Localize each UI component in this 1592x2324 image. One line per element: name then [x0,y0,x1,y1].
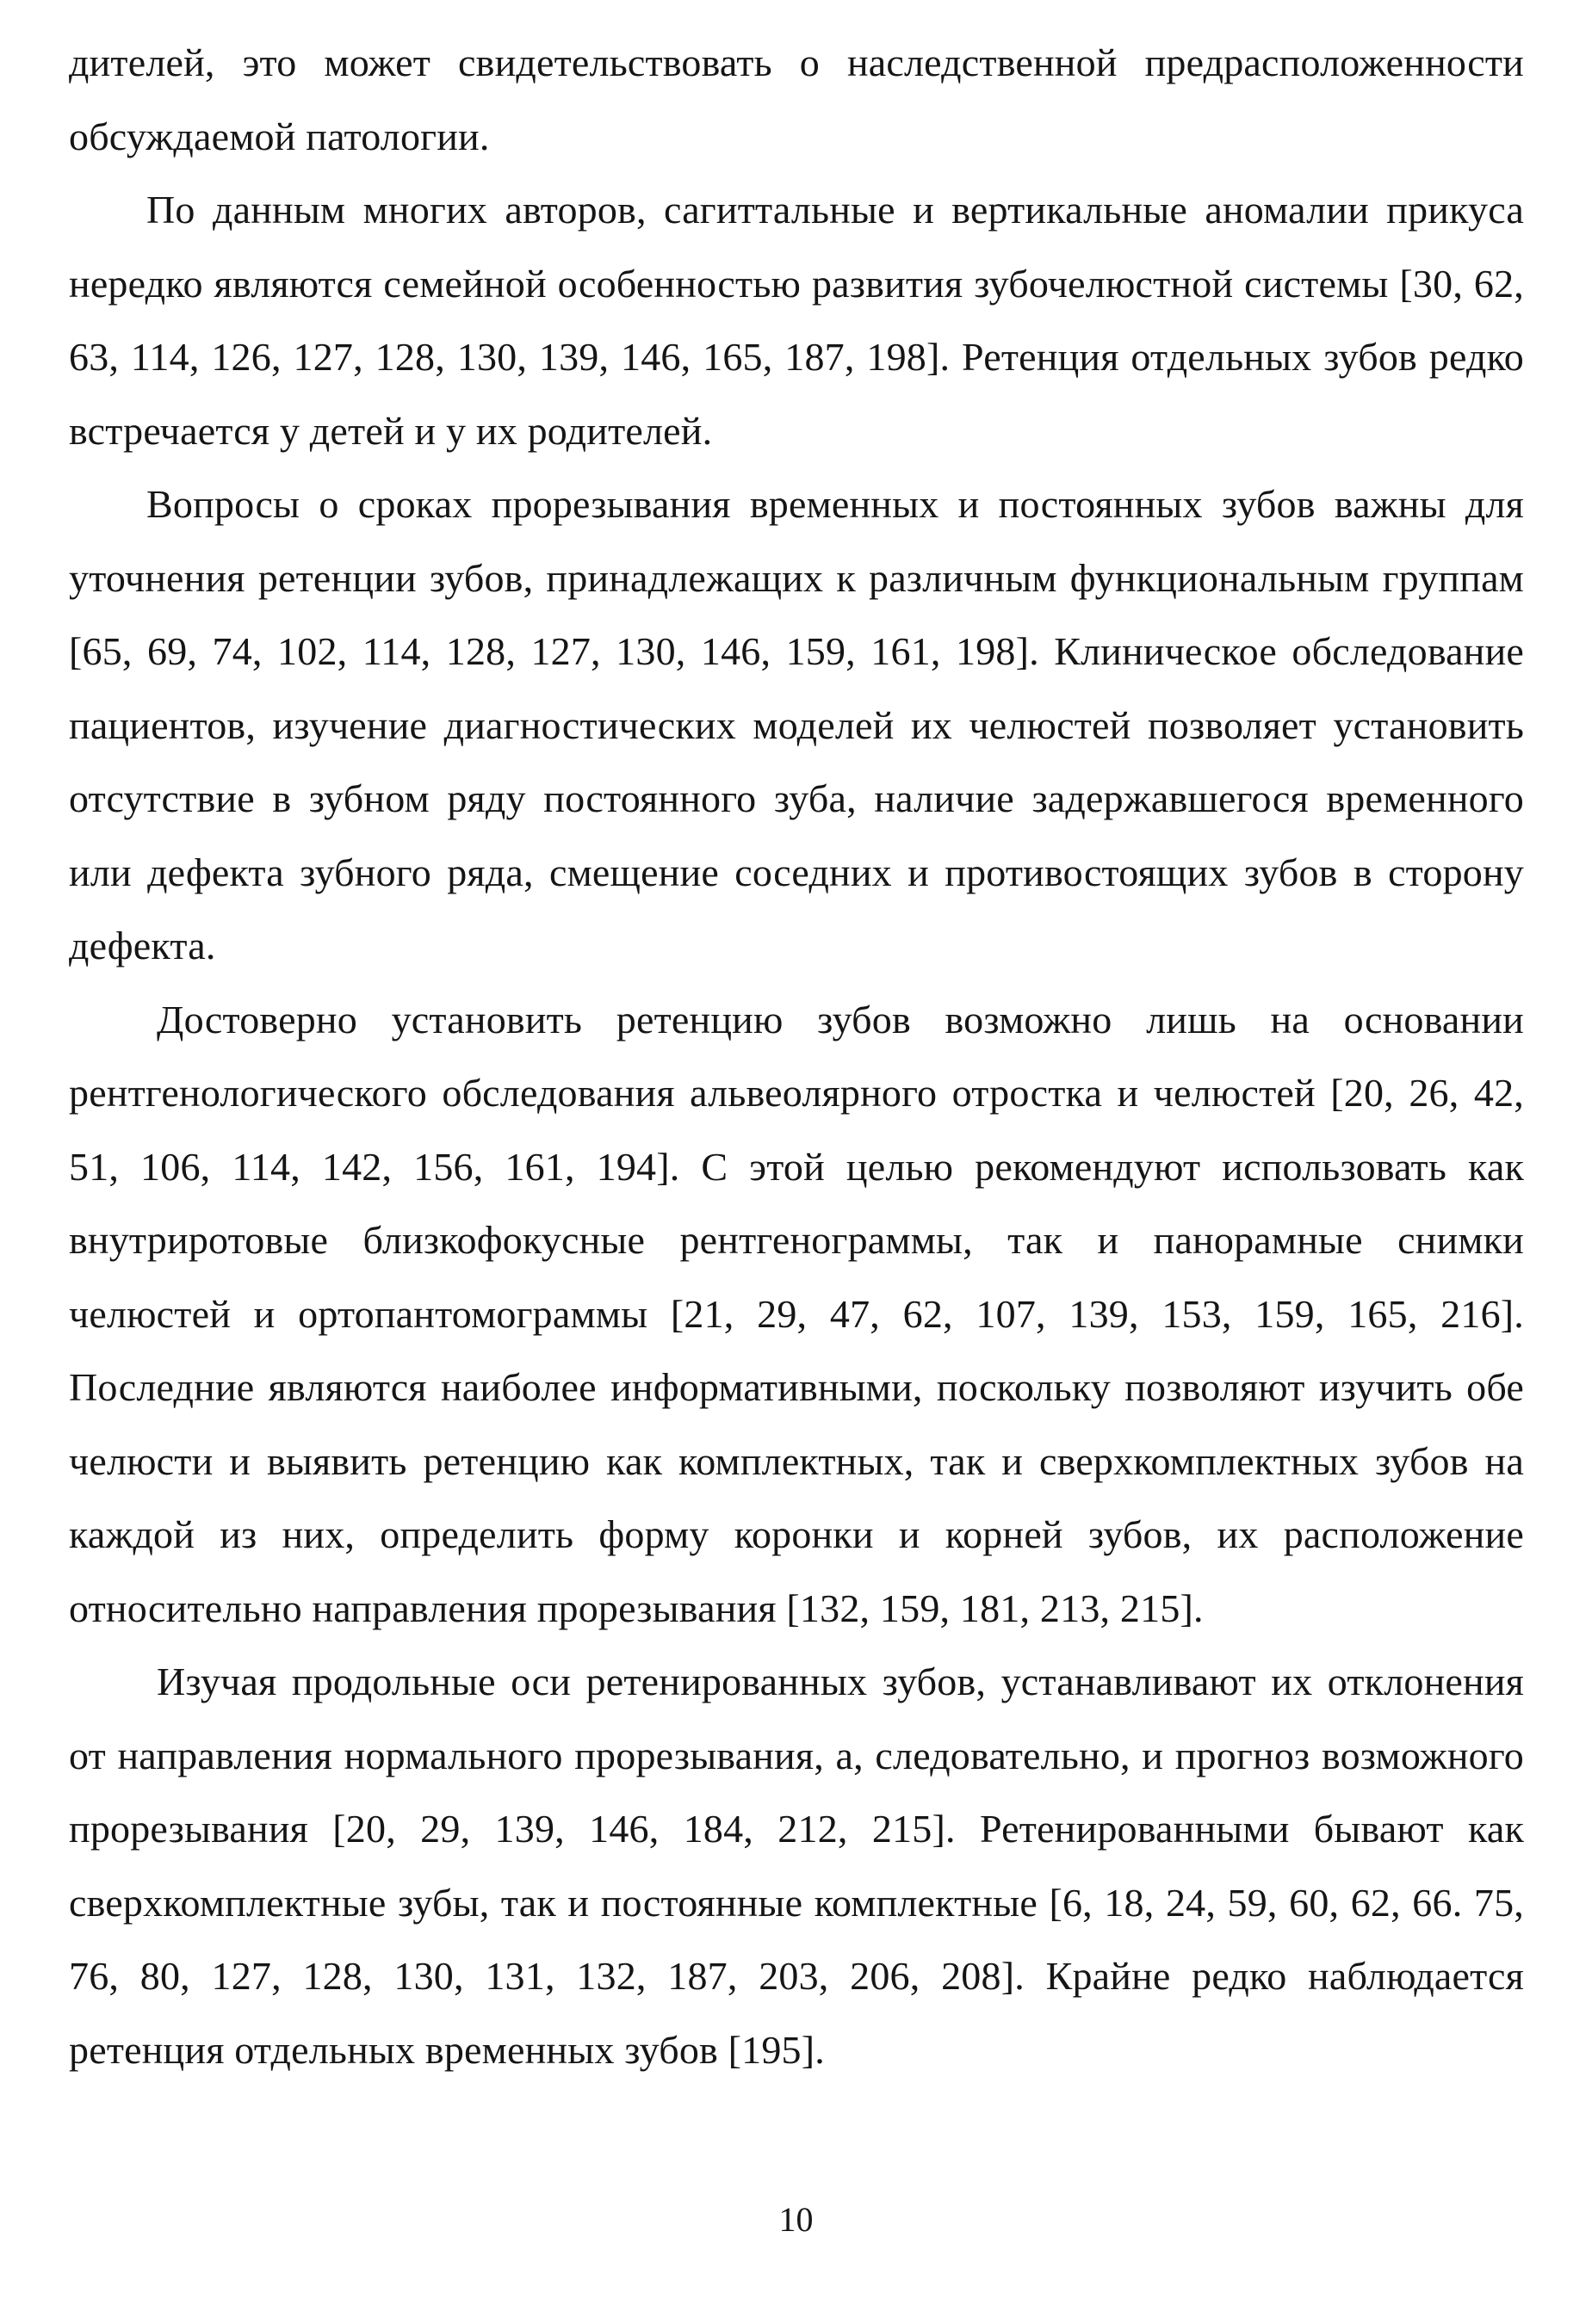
paragraph-bite-anomalies: По данным многих авторов, сагиттальные и вертикальные аномалии прикуса нередко являются семейной особенностью развития зубочелюстной системы [30, 62, 63, 114, 126, 127, 128, 130, 139, 146, 165, 187, 198]. Ретенция отдельных зубов редко встречается у детей и у их родителей. [69,188,1524,453]
body-text [69,26,1524,2086]
paragraph-retained-teeth-axes: Изучая продольные оси ретенированных зубов, устанавливают их отклонения от направления нормального прорезывания, а, следовательно, и прогноз возможного прорезывания [20, 29, 139, 146, 184, 212, 215]. Ретенированными бывают как сверхкомплектные зубы, так и постоянные комплектные [6, 18, 24, 59, 60, 62, 66. 75, 76, 80, 127, 128, 130, 131, 132, 187, 203, 206, 208]. Крайне редко наблюдается ретенция отдельных временных зубов [195]. [69,1660,1524,2072]
paragraph-radiology: Достоверно установить ретенцию зубов возможно лишь на основании рентгенологического обследования альвеолярного отростка и челюстей [20, 26, 42, 51, 106, 114, 142, 156, 161, 194]. С этой целью рекомендуют использовать как внутриротовые близкофокусные рентгенограммы, так и панорамные снимки челюстей и ортопантомограммы [21, 29, 47, 62, 107, 139, 153, 159, 165, 216]. Последние являются наиболее информативными, поскольку позволяют изучить обе челюсти и выявить ретенцию как комплектных, так и сверхкомплектных зубов на каждой из них, определить форму коронки и корней зубов, их расположение относительно направления прорезывания [132, 159, 181, 213, 215]. [69,997,1524,1630]
paragraph-eruption-timing: Вопросы о сроках прорезывания временных и постоянных зубов важны для уточнения ретенции зубов, принадлежащих к различным функциональным группам [65, 69, 74, 102, 114, 128, 127, 130, 146, 159, 161, 198]. Клиническое обследование пациентов, изучение диагностических моделей их челюстей позволяет установить отсутствие в зубном ряду постоянного зуба, наличие задержавшегося временного или дефекта зубного ряда, смещение соседних и противостоящих зубов в сторону дефекта. [69,482,1524,967]
page-number: 10 [778,2200,814,2239]
paragraph-continuation: дителей, это может свидетельствовать о наследственной предрасположенности обсуждаемой патологии. [69,40,1524,158]
